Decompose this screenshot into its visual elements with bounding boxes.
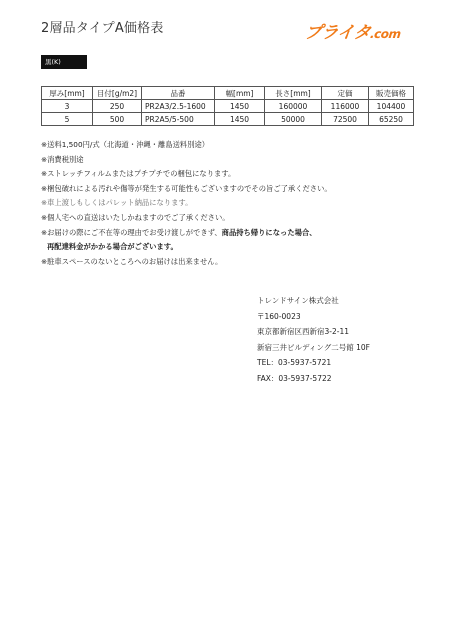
note-redelivery-bold: 商品持ち帰りになった場合、 (221, 227, 317, 237)
note-delivery-method: ※車上渡しもしくはパレット納品になります。 (41, 198, 193, 208)
header-weight: 目付[g/m2] (93, 87, 142, 100)
company-name: トレンドサイン株式会社 (257, 296, 339, 305)
cell-width: 1450 (215, 100, 265, 113)
header-width: 幅[mm] (215, 87, 265, 100)
header-thickness: 厚み[mm] (42, 87, 93, 100)
note-redelivery-fee (41, 240, 332, 255)
color-tag: 黒(K) (41, 55, 87, 69)
note-no-residential: ※個人宅への直送はいたしかねますのでご了承ください。 (41, 212, 230, 222)
company-postal: 〒160-0023 (257, 311, 301, 321)
table-row (42, 100, 414, 113)
company-address-2: 新宿三井ビルディング二号館 10F (257, 342, 370, 352)
table-row (42, 113, 414, 126)
cell-length: 50000 (265, 113, 322, 126)
cell-width: 1450 (215, 113, 265, 126)
company-tel: TEL：03-5937-5721 (257, 358, 332, 367)
note-redelivery (41, 226, 332, 241)
brand-logo (305, 18, 413, 44)
header-sale-price: 販売価格 (369, 87, 414, 100)
logo-main-text: プライタ (303, 23, 372, 43)
cell-sale-price: 104400 (369, 100, 414, 113)
notes (41, 138, 332, 269)
header-list-price: 定価 (322, 87, 369, 100)
price-table (41, 86, 414, 126)
header-length: 長さ[mm] (265, 87, 322, 100)
cell-thickness: 5 (42, 113, 93, 126)
note-shipping: ※送料1,500円/式（北海道・沖縄・離島送料別途） (41, 140, 210, 149)
table-header-row (42, 87, 414, 100)
note-tax: ※消費税別途 (41, 154, 84, 164)
cell-thickness: 3 (42, 100, 93, 113)
company-address-1: 東京都新宿区西新宿3-2-11 (257, 327, 349, 336)
cell-weight: 500 (93, 113, 142, 126)
cell-list-price: 116000 (322, 100, 369, 113)
note-packaging: ※ストレッチフィルムまたはプチプチでの梱包になります。 (41, 169, 236, 179)
note-damage: ※梱包破れによる汚れや傷等が発生する可能性もございますのでその旨ご了承ください。 (41, 183, 332, 193)
company-fax: FAX：03-5937-5722 (257, 373, 332, 383)
note-redelivery-fee-bold: 再配達料金がかかる場合がございます。 (47, 242, 178, 252)
cell-length: 160000 (265, 100, 322, 113)
cell-list-price: 72500 (322, 113, 369, 126)
cell-sale-price: 65250 (369, 113, 414, 126)
note-parking: ※駐車スペースのないところへのお届けは出来ません。 (41, 256, 223, 266)
logo-domain-text: .com (369, 27, 402, 41)
header-product-code: 品番 (142, 87, 215, 100)
cell-product-code: PR2A5/5-500 (142, 113, 215, 126)
company-info (257, 293, 370, 386)
note-redelivery-text: ※お届けの際にご不在等の理由でお受け渡しができず、 (41, 227, 222, 237)
page-title: 2層品タイプA価格表 (41, 21, 164, 36)
cell-weight: 250 (93, 100, 142, 113)
cell-product-code: PR2A3/2.5-1600 (142, 100, 215, 113)
